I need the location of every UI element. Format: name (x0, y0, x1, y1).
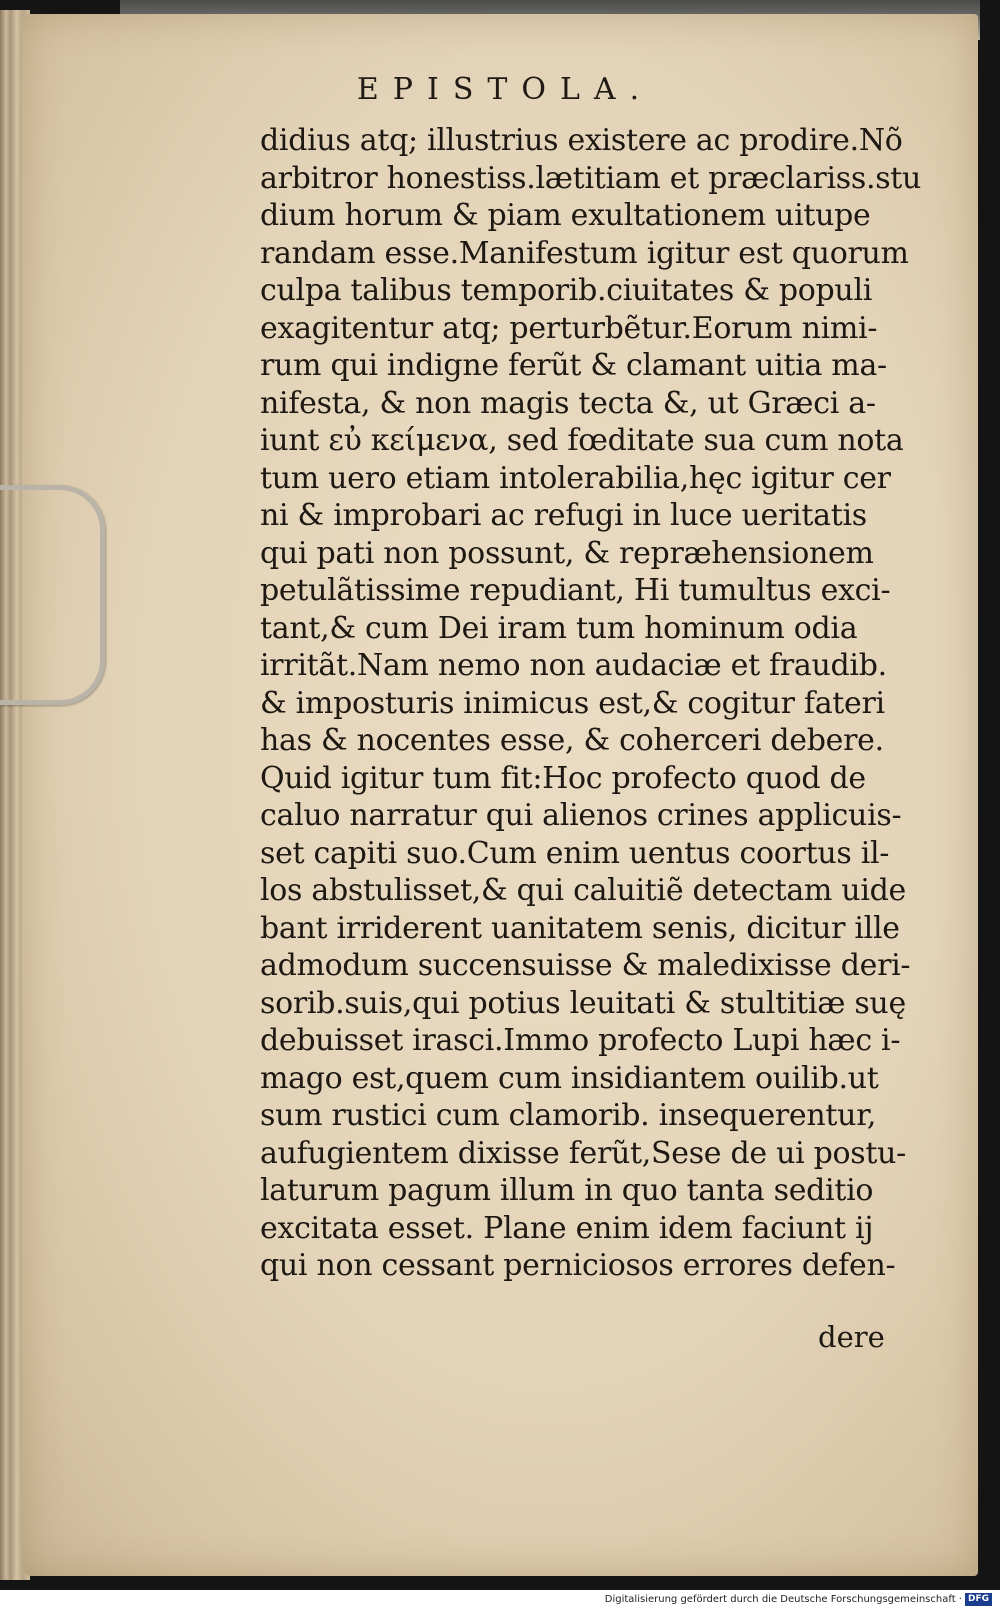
body-text (260, 122, 922, 1285)
text-line: culpa talibus temporib.ciuitates & populi (260, 273, 873, 308)
text-line: exagitentur atq; perturbẽtur.Eorum nimi- (260, 310, 878, 346)
text-line: tum uero etiam intolerabilia,hęc igitur cer (260, 460, 891, 496)
text-line: has & nocentes esse, & coherceri debere. (260, 723, 884, 758)
catchword: dere (818, 1320, 885, 1354)
dfg-logo: DFG (965, 1593, 992, 1606)
text-line: dium horum & piam exultationem uitupe (260, 198, 871, 233)
text-line: petulãtissime repudiant, Hi tumultus exci- (260, 573, 891, 608)
text-line: didius atq; illustrius existere ac prodire.Nõ (260, 123, 903, 158)
text-line: caluo narratur qui alienos crines applicuis- (260, 798, 902, 833)
text-line: tant,& cum Dei iram tum hominum odia (260, 610, 858, 646)
text-line: set capiti suo.Cum enim uentus coortus il- (260, 835, 890, 871)
text-line: mago est,quem cum insidiantem ouilib.ut (260, 1060, 879, 1096)
text-line: nifesta, & non magis tecta &, ut Græci a- (260, 385, 876, 421)
text-line: qui pati non possunt, & repræhensionem (260, 535, 874, 571)
footer-credit (605, 1591, 992, 1608)
text-line: Quid igitur tum fit:Hoc profecto quod de (260, 760, 866, 796)
page-clip (0, 485, 105, 705)
text-line: qui non cessant perniciosos errores defen- (260, 1248, 896, 1283)
footer-credit-text: Digitalisierung gefördert durch die Deutsche Forschungsgemeinschaft · (604, 1594, 962, 1605)
text-line: arbitror honestiss.lætitiam et præclariss.stu (260, 160, 922, 196)
text-line: aufugientem dixisse ferũt,Sese de ui postu- (260, 1135, 907, 1171)
text-line: iunt εὐ κείμενα, sed fœditate sua cum nota (260, 423, 904, 458)
text-line: ni & improbari ac refugi in luce ueritatis (260, 498, 867, 533)
text-line: bant irriderent uanitatem senis, dicitur ille (260, 910, 900, 946)
text-line: admodum succensuisse & maledixisse deri- (260, 948, 911, 983)
running-heading: EPISTOLA. (356, 72, 654, 107)
text-line: irritãt.Nam nemo non audaciæ et fraudib. (260, 648, 887, 683)
text-line: excitata esset. Plane enim idem faciunt ij (260, 1210, 874, 1246)
text-line: sorib.suis,qui potius leuitati & stultitiæ suę (260, 985, 906, 1021)
text-line: rum qui indigne ferũt & clamant uitia ma- (260, 348, 887, 383)
text-line: laturum pagum illum in quo tanta seditio (260, 1173, 874, 1208)
text-line: debuisset irasci.Immo profecto Lupi hæc i- (260, 1023, 901, 1058)
text-line: sum rustici cum clamorib. insequerentur, (260, 1098, 877, 1133)
text-line: los abstulisset,& qui caluitiẽ detectam uide (260, 873, 906, 908)
text-line: & imposturis inimicus est,& cogitur fateri (260, 685, 885, 721)
text-line: randam esse.Manifestum igitur est quorum (260, 235, 909, 271)
